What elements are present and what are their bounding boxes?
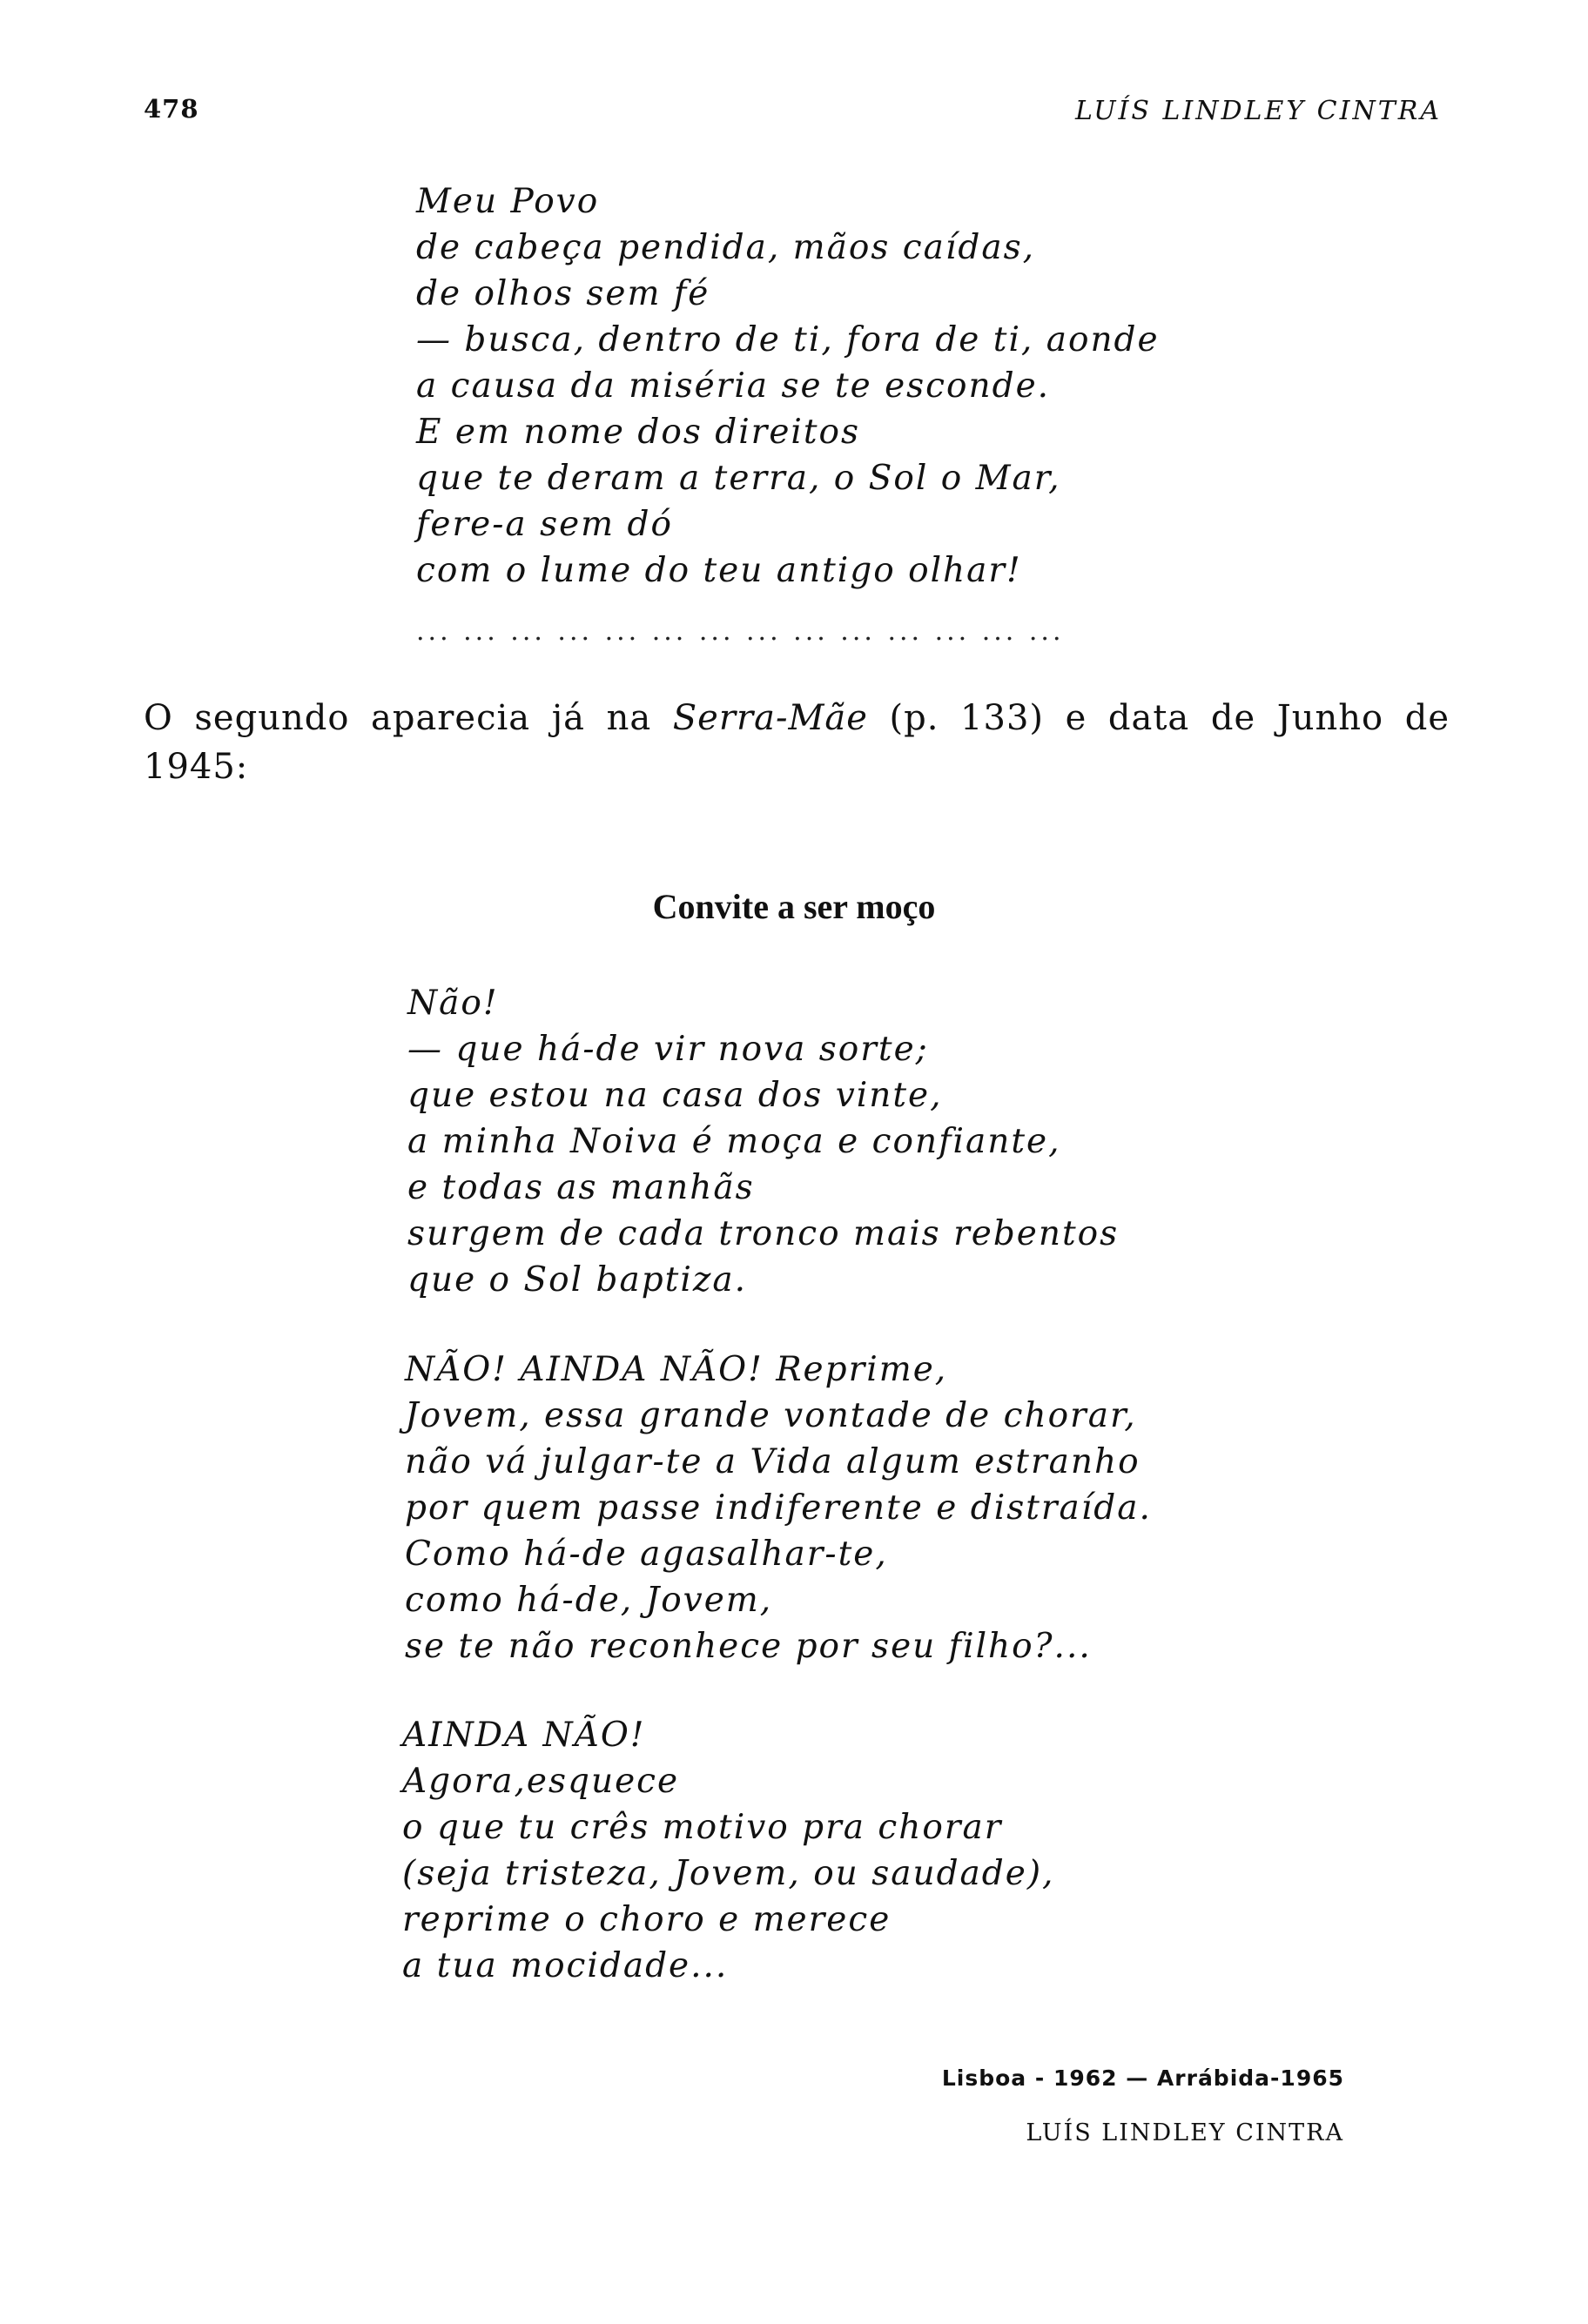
verse-line: como há-de, Jovem,: [405, 1581, 773, 1620]
verse-line: Jovem, essa grande vontade de chorar,: [405, 1396, 1137, 1435]
verse-line: se te não reconhece por seu filho?...: [405, 1627, 1092, 1666]
poem-title: Convite a ser moço: [652, 887, 936, 926]
verse-line: a minha Noiva é moça e confiante,: [407, 1122, 1061, 1161]
signature-author: LUÍS LINDLEY CINTRA: [1026, 2119, 1344, 2146]
verse-line: por quem passe indiferente e distraída.: [405, 1488, 1152, 1528]
verse-line: que te deram a terra, o Sol o Mar,: [416, 459, 1061, 498]
verse-line: Agora,esquece: [402, 1762, 680, 1801]
verse-line: E em nome dos direitos: [416, 413, 861, 452]
verse-line: surgem de cada tronco mais rebentos: [407, 1214, 1120, 1253]
poem-stanza-2: [407, 980, 1119, 1303]
verse-line: Como há-de agasalhar-te,: [405, 1535, 888, 1574]
prose-paragraph: [144, 694, 1450, 791]
verse-line: a causa da miséria se te esconde.: [416, 366, 1051, 406]
verse-line: não vá julgar-te a Vida algum estranho: [405, 1442, 1141, 1481]
verse-line: NÃO! AINDA NÃO! Reprime,: [405, 1350, 948, 1389]
prose-text-after: (p. 133) e data de Junho de 1945:: [144, 698, 1450, 787]
verse-line: (seja tristeza, Jovem, ou saudade),: [402, 1854, 1055, 1893]
poem-stanza-3: [405, 1347, 1152, 1669]
verse-line: o que tu crês motivo pra chorar: [402, 1808, 1003, 1847]
book-title: Serra-Mãe: [672, 698, 868, 738]
ellipsis-line: ... ... ... ... ... ... ... ... ... ... ... ... ... ...: [416, 616, 1065, 647]
verse-line: reprime o choro e merece: [402, 1900, 892, 1939]
verse-line: Meu Povo: [416, 182, 600, 221]
verse-line: fere-a sem dó: [416, 505, 673, 544]
poem-stanza-1: [416, 178, 1160, 594]
verse-line: que o Sol baptiza.: [407, 1260, 748, 1300]
prose-text-before: O segundo aparecia já na: [144, 698, 673, 738]
verse-line: que estou na casa dos vinte,: [407, 1076, 943, 1115]
verse-line: de olhos sem fé: [416, 274, 710, 313]
verse-line: e todas as manhãs: [407, 1168, 755, 1207]
verse-line: a tua mocidade...: [402, 1946, 729, 1985]
verse-line: — que há-de vir nova sorte;: [407, 1030, 929, 1069]
page-number: 478: [144, 94, 199, 124]
verse-line: Não!: [407, 984, 499, 1023]
verse-line: — busca, dentro de ti, fora de ti, aonde: [416, 320, 1160, 359]
poem-stanza-4: [402, 1712, 1054, 1989]
verse-line: AINDA NÃO!: [402, 1716, 646, 1755]
signature-place-dates: Lisboa - 1962 — Arrábida-1965: [941, 2065, 1344, 2091]
verse-line: de cabeça pendida, mãos caídas,: [416, 228, 1036, 267]
verse-line: com o lume do teu antigo olhar!: [416, 551, 1022, 590]
running-head: LUÍS LINDLEY CINTRA: [1074, 96, 1442, 126]
